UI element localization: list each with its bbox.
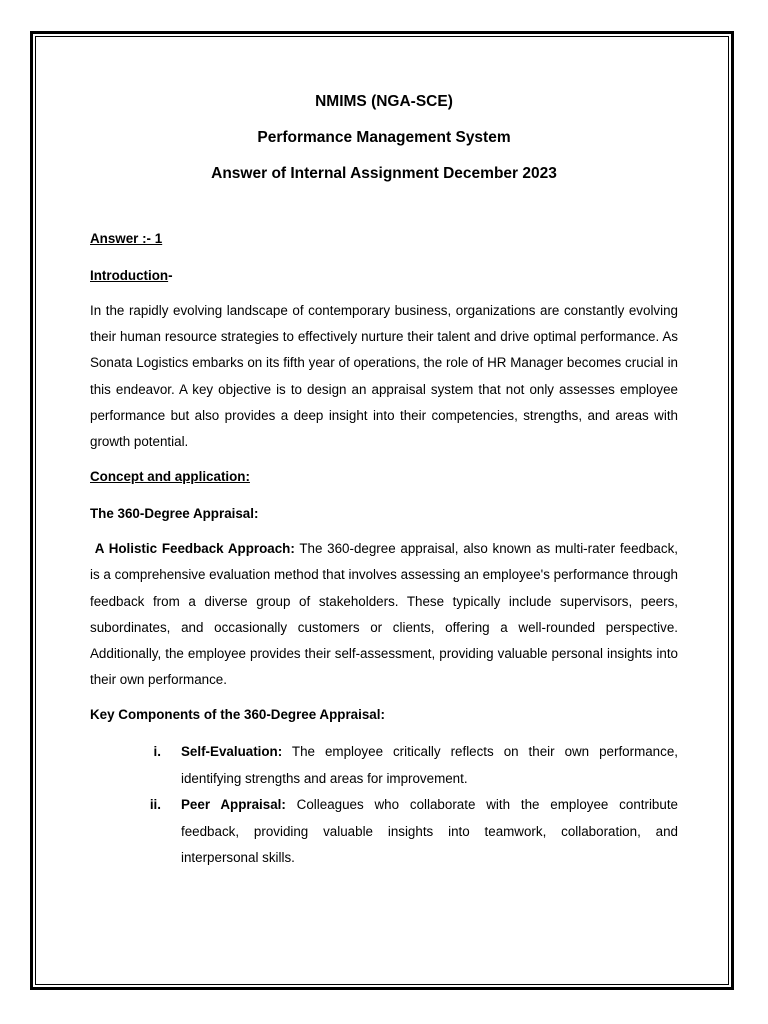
introduction-paragraph: In the rapidly evolving landscape of contemporary business, organizations are constantly evolving their human resource strategies to effectively nurture their talent and drive optimal performance. As Sonata Logistics embarks on its fifth year of operations, the role of HR Manager becomes crucial in this endeavor. A key objective is to design an appraisal system that not only assesses employee performance but also provides a deep insight into their competencies, strengths, and areas with growth potential. <box>90 303 678 450</box>
answer-label <box>90 230 678 248</box>
introduction-heading-text: Introduction <box>90 268 169 283</box>
list-item-number: i. <box>153 744 161 760</box>
institution-title: NMIMS (NGA-SCE) <box>315 93 453 110</box>
introduction-heading-suffix: - <box>168 268 173 283</box>
introduction-heading <box>90 267 678 285</box>
appraisal-subheading: The 360-Degree Appraisal: <box>90 506 259 522</box>
list-item <box>90 792 678 872</box>
list-item-term: Self-Evaluation: <box>181 744 283 760</box>
list-item-number: ii. <box>149 797 161 813</box>
holistic-feedback-paragraph <box>90 536 678 693</box>
subject-title: Performance Management System <box>257 129 511 146</box>
answer-label-text: Answer :- 1 <box>90 231 163 246</box>
components-heading: Key Components of the 360-Degree Appraisal: <box>90 707 385 723</box>
list-item <box>90 739 678 792</box>
document-body <box>90 92 678 872</box>
concept-heading <box>90 468 678 486</box>
list-item-term: Peer Appraisal: <box>181 797 286 813</box>
holistic-feedback-term: A Holistic Feedback Approach: <box>94 541 295 557</box>
components-list <box>90 739 678 872</box>
list-item-text: The employee critically reflects on their own performance, identifying strengths and areas for improvement. <box>181 744 678 786</box>
holistic-feedback-text: The 360-degree appraisal, also known as multi-rater feedback, is a comprehensive evaluation method that involves assessing an employee's performance through feedback from a diverse group of stakeholders. These typically include supervisors, peers, subordinates, and occasionally customers or clients, offering a well-rounded perspective. Additionally, the employee provides their self-assessment, providing valuable personal insights into their own performance. <box>90 541 678 688</box>
assignment-title: Answer of Internal Assignment December 2023 <box>211 165 557 182</box>
list-item-text: Colleagues who collaborate with the employee contribute feedback, providing valuable insights into teamwork, collaboration, and interpersonal skills. <box>181 797 678 866</box>
concept-heading-text: Concept and application: <box>90 469 250 485</box>
